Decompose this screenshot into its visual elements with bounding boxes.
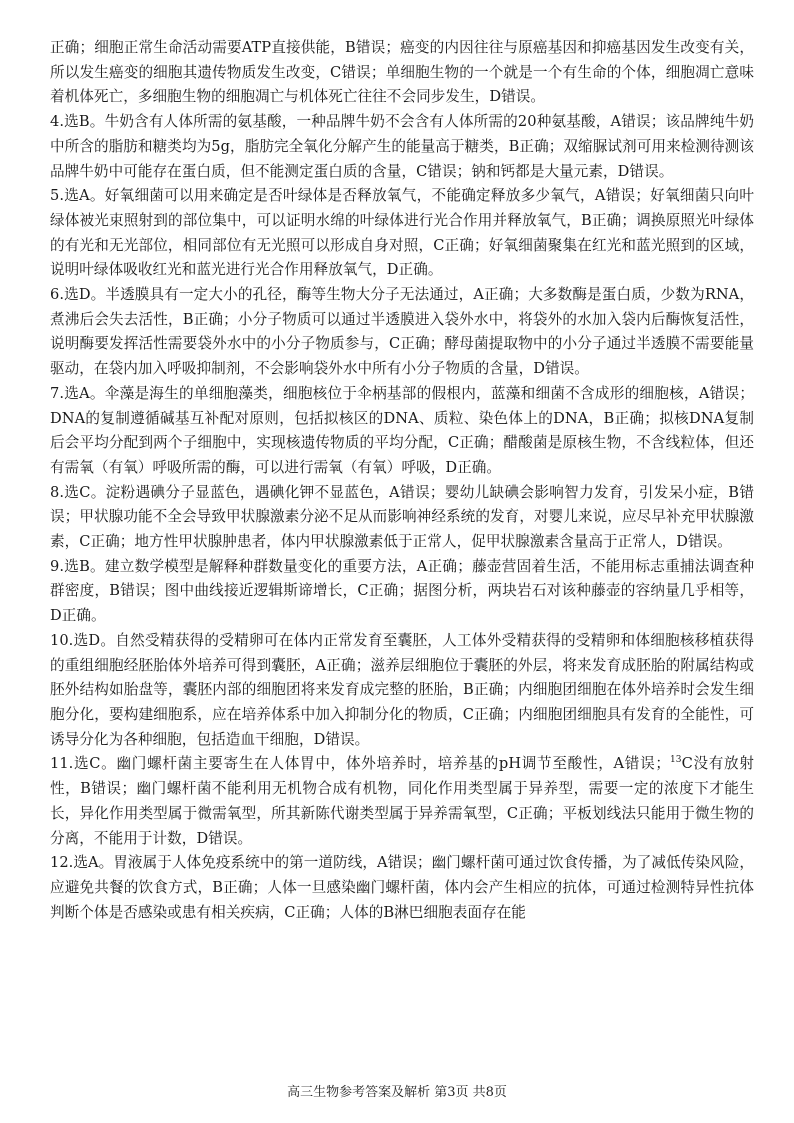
answer-7: 7.选A。伞藻是海生的单细胞藻类，细胞核位于伞柄基部的假根内，蓝藻和细菌不含成形的细胞核，A错误；DNA的复制遵循碱基互补配对原则，包括拟核区的DNA、质粒、染色体上的DNA，B正确；拟核DNA复制后会平均分配到两个子细胞中，实现核遗传物质的平均分配，C正确；醋酸菌是原核生物，不含线粒体，但还有需氧（有氧）呼吸所需的酶，可以进行需氧（有氧）呼吸，D正确。 xyxy=(50,384,754,476)
paragraph-continuation: 正确；细胞正常生命活动需要ATP直接供能，B错误；癌变的内因往往与原癌基因和抑癌基因发生改变有关，所以发生癌变的细胞其遗传物质发生改变，C错误；单细胞生物的一个就是一个有生命的个体，细胞凋亡意味着机体死亡，多细胞生物的细胞凋亡与机体死亡往往不会同步发生，D错误。 xyxy=(50,39,754,106)
answer-6: 6.选D。半透膜具有一定大小的孔径，酶等生物大分子无法通过，A正确；大多数酶是蛋白质，少数为RNA，煮沸后会失去活性，B正确；小分子物质可以通过半透膜进入袋外水中，将袋外的水加入袋内后酶恢复活性，说明酶要发挥活性需要袋外水中的小分子物质参与，C正确；酵母菌提取物中的小分子通过半透膜不需要能量驱动，在袋内加入呼吸抑制剂，不会影响袋外水中所有小分子物质的含量，D错误。 xyxy=(50,286,754,378)
answer-5: 5.选A。好氧细菌可以用来确定是否叶绿体是否释放氧气，不能确定释放多少氧气，A错误；好氧细菌只向叶绿体被光束照射到的部位集中，可以证明水绵的叶绿体进行光合作用并释放氧气，B正确；调换原照光叶绿体的有光和无光部位，相同部位有无光照可以形成自身对照，C正确；好氧细菌聚集在红光和蓝光照到的区域，说明叶绿体吸收红光和蓝光进行光合作用释放氧气，D正确。 xyxy=(50,187,754,279)
answer-11-part-b: C没有放射性，B错误；幽门螺杆菌不能利用无机物合成有机物，同化作用类型属于异养型，需要一定的浓度下才能生长，异化作用类型属于微需氧型，所其新陈代谢类型属于异养需氧型，C正确；平板划线法只能用于微生物的分离，不能用于计数，D错误。 xyxy=(50,755,754,847)
answer-9: 9.选B。建立数学模型是解释种群数量变化的重要方法，A正确；藤壶营固着生活，不能用标志重捕法调查种群密度，B错误；图中曲线接近逻辑斯谛增长，C正确；据图分析，两块岩石对该种藤壶的容纳量几乎相等，D正确。 xyxy=(50,557,754,625)
answer-10: 10.选D。自然受精获得的受精卵可在体内正常发育至囊胚，人工体外受精获得的受精卵和体细胞核移植获得的重组细胞经胚胎体外培养可得到囊胚，A正确；滋养层细胞位于囊胚的外层，将来发育成胚胎的附属结构或胚外结构如胎盘等，囊胚内部的细胞团将来发育成完整的胚胎，B正确；内细胞团细胞在体外培养时会发生细胞分化，要构建细胞系，应在培养体系中加入抑制分化的物质，C正确；内细胞团细胞具有发育的全能性，可诱导分化为各种细胞，包括造血干细胞，D错误。 xyxy=(50,631,754,748)
answer-8: 8.选C。淀粉遇碘分子显蓝色，遇碘化钾不显蓝色，A错误；婴幼儿缺碘会影响智力发育，引发呆小症，B错误；甲状腺功能不全会导致甲状腺激素分泌不足从而影响神经系统的发育，对婴儿来说，应尽早补充甲状腺激素，C正确；地方性甲状腺肿患者，体内甲状腺激素低于正常人，促甲状腺激素含量高于正常人，D错误。 xyxy=(50,483,754,551)
answer-11-part-a: 11.选C。幽门螺杆菌主要寄生在人体胃中，体外培养时，培养基的pH调节至酸性，A错误； xyxy=(50,755,671,773)
answer-11 xyxy=(50,752,754,851)
isotope-mass-number: 13 xyxy=(670,755,682,766)
answer-text-body xyxy=(50,36,754,1056)
page-footer: 高三生物参考答案及解析 第3页 共8页 xyxy=(287,1085,507,1100)
answer-12: 12.选A。胃液属于人体免疫系统中的第一道防线，A错误；幽门螺杆菌可通过饮食传播，为了减低传染风险，应避免共餐的饮食方式，B正确；人体一旦感染幽门螺杆菌，体内会产生相应的抗体，可通过检测特异性抗体判断个体是否感染或患有相关疾病，C正确；人体的B淋巴细胞表面存在能 xyxy=(50,854,754,921)
answer-4: 4.选B。牛奶含有人体所需的氨基酸，一种品牌牛奶不会含有人体所需的20种氨基酸，A错误；该品牌纯牛奶中所含的脂肪和糖类均为5g，脂肪完全氧化分解产生的能量高于糖类，B正确；双缩脲试剂可用来检测待测该品牌牛奶中可能存在蛋白质，但不能测定蛋白质的含量，C错误；钠和钙都是大量元素，D错误。 xyxy=(50,113,754,180)
